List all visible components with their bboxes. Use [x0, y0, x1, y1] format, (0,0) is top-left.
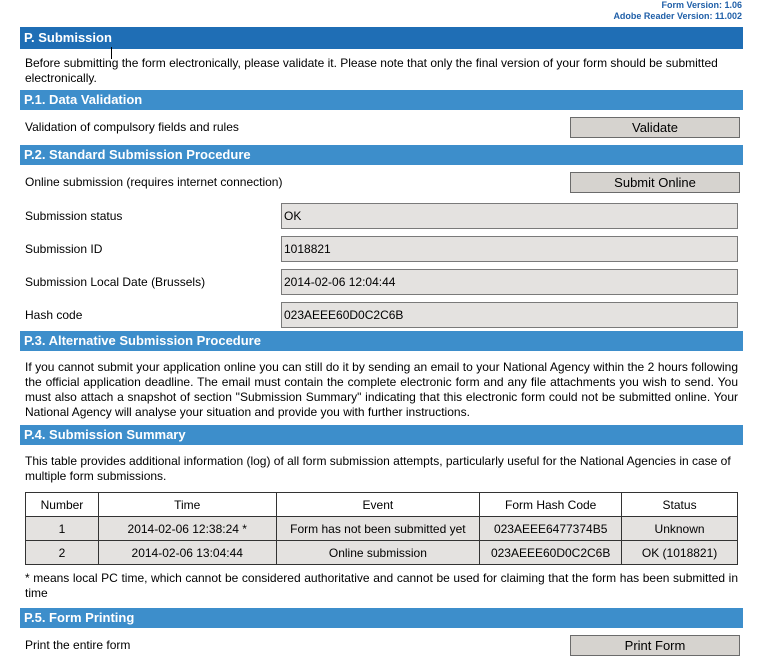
column-header-number: Number	[26, 493, 99, 517]
cell-number: 2	[26, 541, 99, 565]
submission-log-table	[25, 492, 738, 565]
hash-code-field: 023AEEE60D0C2C6B	[281, 302, 738, 328]
section-p2-header: P.2. Standard Submission Procedure	[20, 145, 743, 165]
submission-date-field: 2014-02-06 12:04:44	[281, 269, 738, 295]
cell-time: 2014-02-06 13:04:44	[98, 541, 276, 565]
table-row	[26, 541, 738, 565]
submission-status-field: OK	[281, 203, 738, 229]
submission-id-label: Submission ID	[25, 242, 103, 256]
column-header-time: Time	[98, 493, 276, 517]
print-form-label: Print the entire form	[25, 638, 131, 652]
column-header-hash: Form Hash Code	[480, 493, 622, 517]
section-p-header: P. Submission	[20, 27, 743, 49]
submission-summary-intro: This table provides additional information (log) of all form submission attempts, particularly useful for the National Agencies in case of multiple form submissions.	[25, 454, 731, 483]
submit-online-button[interactable]: Submit Online	[570, 172, 740, 193]
submission-status-label: Submission status	[25, 209, 123, 223]
form-version: Form Version: 1.06	[661, 0, 742, 10]
cell-event: Online submission	[276, 541, 480, 565]
alternative-procedure-text: If you cannot submit your application online you can still do it by sending an email to your National Agency within the 2 hours following the official application deadline. The email must contain the complete electronic form and any file attachments you wish to send. You must also attach a snapshot of section "Submission Summary" indicating that this electronic form could not be submitted online. Your National Agency will analyse your situation and provide you with further instructions.	[25, 360, 738, 419]
section-p1-header: P.1. Data Validation	[20, 90, 743, 110]
table-header-row	[26, 493, 738, 517]
cell-status: OK (1018821)	[622, 541, 738, 565]
section-p5-header: P.5. Form Printing	[20, 608, 743, 628]
table-footnote: * means local PC time, which cannot be considered authoritative and cannot be used for claiming that the form has been submitted in time	[25, 571, 738, 600]
cell-status: Unknown	[622, 517, 738, 541]
cell-number: 1	[26, 517, 99, 541]
online-submission-label: Online submission (requires internet connection)	[25, 175, 283, 189]
column-header-event: Event	[276, 493, 480, 517]
column-header-status: Status	[622, 493, 738, 517]
section-p-intro: Before submitting the form electronically, please validate it. Please note that only the final version of your form should be submitted electronically.	[25, 56, 718, 85]
validation-label: Validation of compulsory fields and rules	[25, 120, 239, 134]
table-row	[26, 517, 738, 541]
cell-time: 2014-02-06 12:38:24 *	[98, 517, 276, 541]
reader-version: Adobe Reader Version: 11.002	[613, 11, 742, 21]
cell-hash: 023AEEE60D0C2C6B	[480, 541, 622, 565]
cell-hash: 023AEEE6477374B5	[480, 517, 622, 541]
print-form-button[interactable]: Print Form	[570, 635, 740, 656]
submission-date-label: Submission Local Date (Brussels)	[25, 275, 206, 289]
hash-code-label: Hash code	[25, 308, 83, 322]
section-p3-header: P.3. Alternative Submission Procedure	[20, 331, 743, 351]
submission-id-field: 1018821	[281, 236, 738, 262]
validate-button[interactable]: Validate	[570, 117, 740, 138]
section-p4-header: P.4. Submission Summary	[20, 425, 743, 445]
cell-event: Form has not been submitted yet	[276, 517, 480, 541]
